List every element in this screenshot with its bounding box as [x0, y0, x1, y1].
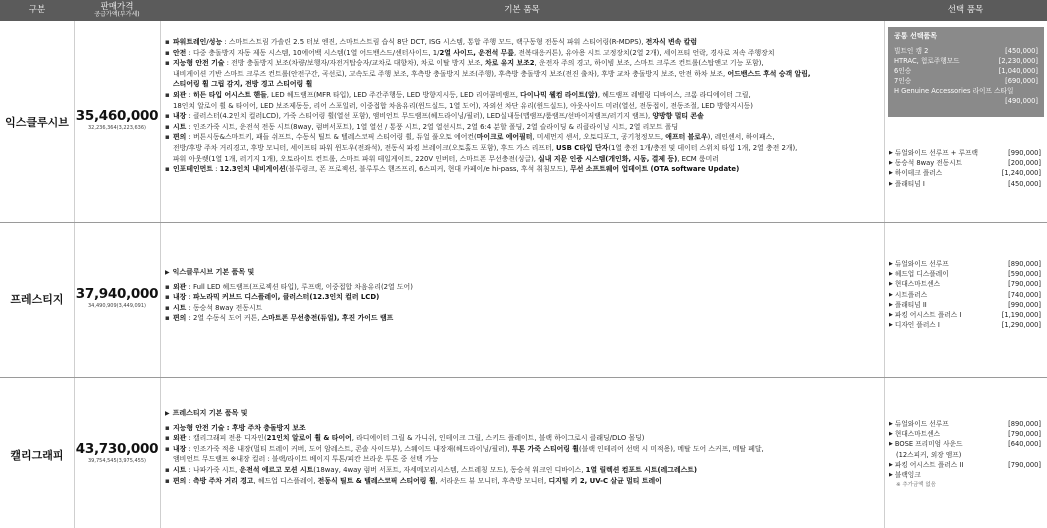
- basic-item: ▪ 시트 : 인조가죽 시트, 운전석 전동 시트(8way, 럼버서포트), 1열 열선 / 통풍 시트, 2열 열선시트, 2열 6:4 분할 폴딩, 2열 슬라이딩 & 리클라이닝 시트, 2열 리모트 폴딩: [165, 122, 880, 133]
- option-item[interactable]: ▶ 동승석 8way 전동시트 [200,000]: [889, 159, 1041, 168]
- option-note: ※ 추가금액 없음: [896, 482, 936, 489]
- basic-item: ▪ 파워트레인/성능 : 스마트스트림 가솔린 2.5 터보 엔진, 스마트스트림 습식 8단 DCT, ISG 시스템, 통합 주행 모드, 랙구동형 전동식 파워 스티어링(R-MDPS), 전자식 변속 칼럼: [165, 37, 880, 48]
- table-header: [0, 0, 1047, 21]
- basic-item-cont: 앰비언트 무드램프 ※내장 컬러 : 블랙/라이트 베이지 투톤/피칸 브라운 투톤 중 선택 가능: [173, 455, 439, 464]
- basic-items: [165, 408, 880, 486]
- option-item[interactable]: ▶ 디자인 플러스 I [1,290,000]: [889, 321, 1041, 330]
- basic-item: ▪ 지능형 안전 기술 : 후방 주차 충돌방지 보조: [165, 423, 880, 434]
- trim-row-exclusive: [0, 21, 1047, 223]
- option-list: [889, 148, 1041, 189]
- option-item[interactable]: ▶ 하이테크 플러스 [1,240,000]: [889, 169, 1041, 178]
- option-item[interactable]: ▶ 현대스마트센스 [790,000]: [889, 280, 1041, 289]
- option-item[interactable]: ▶ 듀얼와이드 선루프 + 루프랙 [990,000]: [889, 149, 1041, 157]
- basic-item: ▪ 시트 : 동승석 8way 전동시트: [165, 303, 880, 314]
- basic-item: ▪ 인포테인먼트 : 12.3인치 내비게이션(블루링크, 폰 프로젝션, 블루투스 핸즈프리, 6스피커, 현대 카페이/e hi-pass, 후석 취침모드), 무선 소프트웨어 업데이트 (OTA software Update): [165, 164, 880, 175]
- price-value: 35,460,000: [75, 108, 159, 124]
- header-options: 선택 품목: [947, 5, 984, 16]
- trim-name: 프레스티지: [10, 293, 64, 306]
- basic-item-cont: 파워 아웃렛(1열 1개, 러기지 1개), 오토라이트 컨트롤, 스마트 파워 테일게이트, 220V 인버터, 스마트폰 무선충전(싱글), 실내 지문 인증 시스템(개인화, 시동, 결제 등), ECM 룸미러: [173, 154, 719, 163]
- option-list: [889, 259, 1041, 330]
- option-item[interactable]: ▶ 듀얼와이드 선루프 [890,000]: [889, 260, 1041, 268]
- basic-item: ▪ 외관 : 히든 타입 어시스트 핸들, LED 헤드램프(MFR 타입), LED 주간주행등, LED 방향지시등, LED 리어콤비램프, 다이나믹 웰컴 라이트(앞), 헤드램프 레벨링 디바이스, 크롬 라디에이터 그릴,: [165, 90, 880, 101]
- header-price-sub: 공급가액(부가세): [94, 11, 140, 19]
- header-price-label: 판매가격: [100, 1, 134, 12]
- basic-item-cont: 전방/후방 주차 거리경고, 후방 모니터, 세이프티 파워 윈도우(전좌석), 전동식 파킹 브레이크(오토홀드 포함), 후드 가스 리프터, USB C타입 단자(1열 충전 1개/충전 및 데이터 스위치 타입 1개, 2열 충전 2개),: [173, 143, 798, 152]
- price-sub: 32,236,364(3,223,636): [88, 125, 146, 131]
- option-list: [889, 419, 1041, 490]
- basic-item: ▪ 안전 : 다중 충돌방지 자동 제동 시스템, 10에어백 시스템(1열 어드밴스드/센터사이드, 1/2열 사이드, 운전석 무릎, 전복대응커튼), 유아용 시트 고정장치(2열 2개), 세이프티 언락, 경사로 저속 주행장치: [165, 48, 880, 59]
- option-item[interactable]: ▶ 헤드업 디스플레이 [590,000]: [889, 270, 1041, 279]
- option-item[interactable]: ▶ 블랙잉크: [889, 470, 921, 479]
- price-value: 43,730,000: [75, 441, 159, 457]
- option-item[interactable]: ▶ 현대스마트센스 [790,000]: [889, 430, 1041, 439]
- basic-items-head: ▶ 익스클루시브 기본 품목 및: [165, 268, 255, 276]
- trim-price: [74, 441, 160, 464]
- header-trim: 구분: [28, 5, 46, 16]
- basic-item: ▪ 내장 : 인조가죽 적용 내장(멀티 트레이 커버, 도어 암레스트, 콘솔 사이드부), 스웨이드 내장재(헤드라이닝/필러), 투톤 가죽 스티어링 휠(블랙 인테리어 선택 시 미적용), 메탈 도어 스커프, 메탈 페달,: [165, 444, 880, 455]
- option-item[interactable]: ▶ 플래티넘 I [450,000]: [889, 179, 1041, 188]
- price-value: 37,940,000: [75, 286, 159, 302]
- trim-price: [74, 108, 160, 131]
- option-item[interactable]: ▶ 듀얼와이드 선루프 [890,000]: [889, 420, 1041, 428]
- common-options-box: 공통 선택품목 빌트인 캠 2 [450,000] HTRAC, 험로주행모드 [2,230,000] 6인승 [1,040,000] 7인승 [690,000] H Genuine Accessories 라이프 스타일 [490,000]: [888, 27, 1044, 117]
- price-sub: 39,754,545(3,975,455): [88, 458, 146, 464]
- basic-item: ▪ 편의 : 2열 수동식 도어 커튼, 스마트폰 무선충전(듀얼), 후진 가이드 램프: [165, 313, 880, 324]
- basic-item-cont: 스티어링 휠 그립 감지, 전방 경고 스티어링 휠: [173, 80, 313, 89]
- option-item[interactable]: ▶ 파킹 어시스트 플러스 II [790,000]: [889, 460, 1041, 469]
- basic-items-head: ▶ 프레스티지 기본 품목 및: [165, 409, 248, 417]
- basic-item-cont: 내비게이션 기반 스마트 크루즈 컨트롤(안전구간, 곡선로), 고속도로 주행 보조, 후측방 충돌방지 보조(주행), 후측방 충돌방지 보조(전진 출차), 후방 교차 충돌방지 보조, 안전 하차 보조, 어드밴스드 후석 승객 알림,: [173, 69, 811, 78]
- basic-item: ▪ 편의 : 측방 주차 거리 경고, 헤드업 디스플레이, 전동식 틸트 & 텔레스코픽 스티어링 휠, 서라운드 뷰 모니터, 후측방 모니터, 디지털 키 2, UV-C 살균 멀티 트레이: [165, 476, 880, 487]
- basic-item: ▪ 내장 : 클러스터(4.2인치 컬러LCD), 가죽 스티어링 휠(열선 포함), 앰비언트 무드램프(헤드라이닝/필러), LED실내등(맵램프/룸램프/선바이저램프/러기지 램프), 양방향 멀티 콘솔: [165, 111, 880, 122]
- header-price: [74, 0, 160, 21]
- basic-item: ▪ 외관 : 캘리그래피 전용 디자인(21인치 알로이 휠 & 타이어, 라디에이터 그릴 & 가니쉬, 인테이크 그릴, 스키드 플레이트, 블랙 하이그로시 클래딩/DLO 몰딩): [165, 433, 880, 444]
- basic-item: ▪ 편의 : 버튼시동&스마트키, 패들 쉬프트, 수동식 틸트 & 텔레스코픽 스티어링 휠, 듀얼 풀오토 에어컨(마이크로 에어필터, 미세먼지 센서, 오토디포그, 공기청정모드, 애프터 블로우), 레인센서, 하이패스,: [165, 132, 880, 143]
- option-item-cont: (12스피커, 외장 앰프): [896, 450, 962, 459]
- basic-item: ▪ 시트 : 나파가죽 시트, 운전석 에르고 모션 시트(18way, 4way 럼버 서포트, 자세메모리시스템, 스트레칭 모드), 동승석 워크인 디바이스, 1열 릴렉션 컴포트 시트(레그레스트): [165, 465, 880, 476]
- header-basic: 기본 품목: [504, 5, 540, 16]
- basic-item: ▪ 내장 : 파노라믹 커브드 디스플레이, 클러스터(12.3인치 컬러 LCD): [165, 292, 880, 303]
- basic-items: [165, 37, 880, 175]
- trim-row-calligraphy: [0, 378, 1047, 528]
- basic-item-cont: 18인치 알로이 휠 & 타이어, LED 보조제동등, 리어 스포일러, 이중접합 차음유리(윈드실드, 1열 도어), 자외선 차단 유리(윈드실드), 아웃사이드 미러(열선, 전동접이, 전동조절, LED 방향지시등): [173, 101, 753, 110]
- trim-price: [74, 286, 160, 309]
- price-sub: 34,490,909(3,449,091): [88, 303, 146, 309]
- option-item[interactable]: ▶ BOSE 프리미엄 사운드 [640,000]: [889, 440, 1041, 449]
- common-options-title: 공통 선택품목: [894, 32, 938, 40]
- trim-name: 익스클루시브: [5, 116, 69, 129]
- basic-item: ▪ 지능형 안전 기술 : 전방 충돌방지 보조(차량/보행자/자전거탑승자/교차로 대향차), 차로 이탈 방지 보조, 차로 유지 보조2, 운전자 주의 경고, 하이빔 보조, 스마트 크루즈 컨트롤(스탑앤고 기능 포함),: [165, 58, 880, 69]
- basic-items: [165, 267, 880, 324]
- basic-item: ▪ 외관 : Full LED 헤드램프(프로젝션 타입), 루프랙, 이중접합 차음유리(2열 도어): [165, 282, 880, 293]
- option-item[interactable]: ▶ 플래티넘 II [990,000]: [889, 300, 1041, 309]
- trim-name: 캘리그래피: [10, 449, 64, 462]
- option-item[interactable]: ▶ 시트플러스 [740,000]: [889, 290, 1041, 299]
- option-item[interactable]: ▶ 파킹 어시스트 플러스 I [1,190,000]: [889, 310, 1041, 319]
- trim-row-prestige: [0, 223, 1047, 378]
